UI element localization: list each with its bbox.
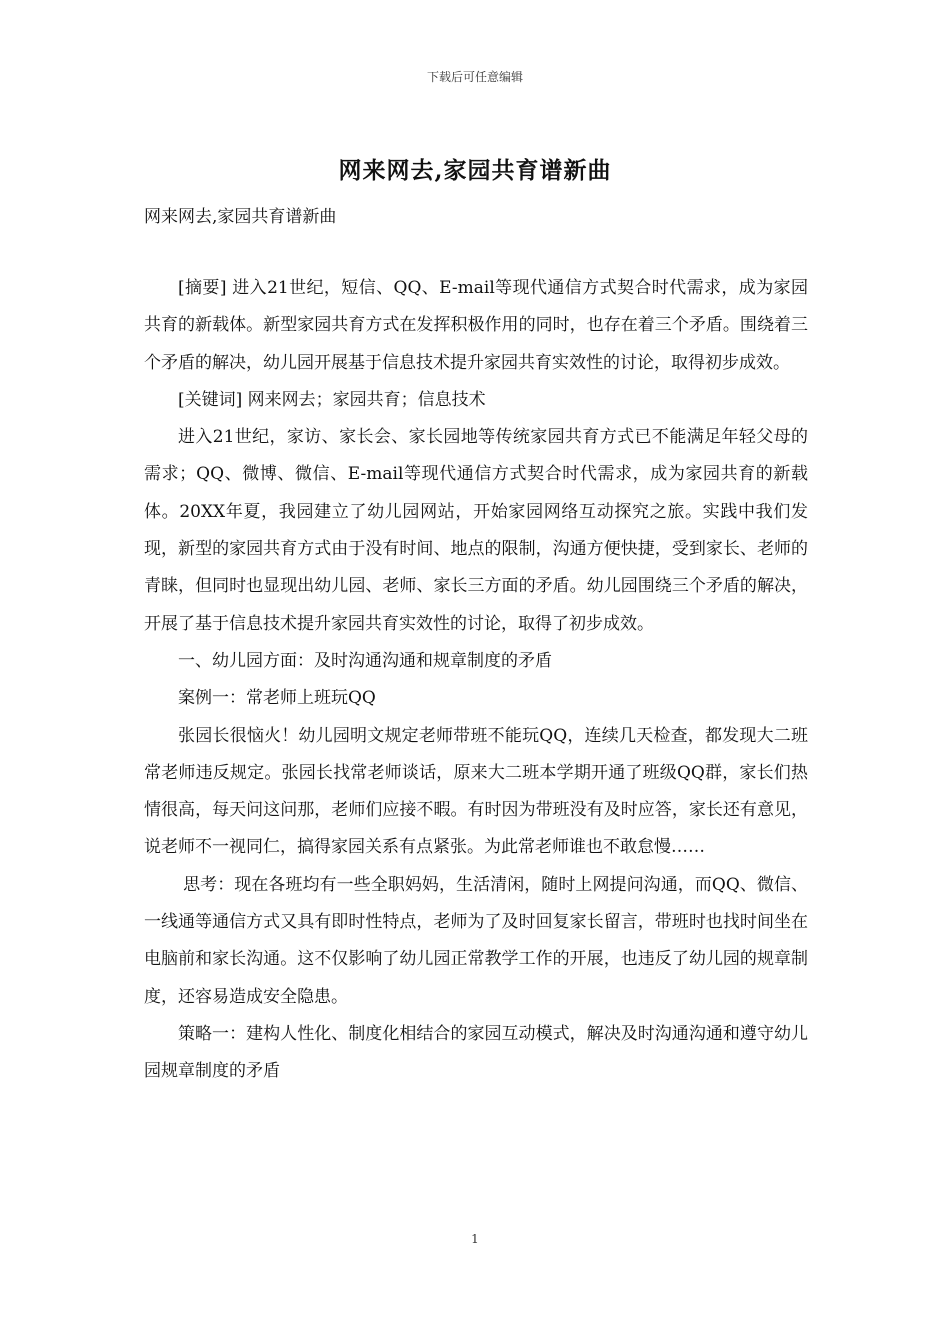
page-header: 下载后可任意编辑 [426,70,523,84]
document-body [144,270,808,1091]
document-subtitle: 网来网去,家园共育谱新曲 [144,207,337,227]
keywords-paragraph: [关键词] 网来网去；家园共育；信息技术 [178,389,486,410]
section-heading: 一、幼儿园方面：及时沟通沟通和规章制度的矛盾 [178,650,552,671]
intro-paragraph: 进入21世纪，家访、家长会、家长园地等传统家园共育方式已不能满足年轻父母的需求；QQ、微博、微信、E-mail等现代通信方式契合时代需求，成为家园共育的新载体。20XX年夏，我园建立了幼儿园网站，开始家园网络互动探究之旅。实践中我们发现，新型的家园共育方式由于没有时间、地点的限制，沟通方便快捷，受到家长、老师的青睐，但同时也显现出幼儿园、老师、家长三方面的矛盾。幼儿园围绕三个矛盾的解决，开展了基于信息技术提升家园共育实效性的讨论，取得了初步成效。 [144,427,808,634]
document-title: 网来网去,家园共育谱新曲 [338,157,612,184]
case-paragraph: 张园长很恼火！幼儿园明文规定老师带班不能玩QQ，连续几天检查，都发现大二班常老师违反规定。张园长找常老师谈话，原来大二班本学期开通了班级QQ群，家长们热情很高，每天问这问那，老师们应接不暇。有时因为带班没有及时应答，家长还有意见，说老师不一视同仁，搞得家园关系有点紧张。为此常老师谁也不敢怠慢…… [144,725,808,858]
reflection-paragraph: 思考：现在各班均有一些全职妈妈，生活清闲，随时上网提问沟通，而QQ、微信、一线通等通信方式又具有即时性特点，老师为了及时回复家长留言，带班时也找时间坐在电脑前和家长沟通。这不仅影响了幼儿园正常教学工作的开展，也违反了幼儿园的规章制度，还容易造成安全隐患。 [144,874,808,1007]
case-heading: 案例一：常老师上班玩QQ [178,688,376,709]
strategy-paragraph: 策略一：建构人性化、制度化相结合的家园互动模式，解决及时沟通沟通和遵守幼儿园规章制度的矛盾 [144,1023,808,1082]
page-number: 1 [471,1232,479,1246]
abstract-paragraph: [摘要] 进入21世纪，短信、QQ、E-mail等现代通信方式契合时代需求，成为家园共育的新载体。新型家园共育方式在发挥积极作用的同时，也存在着三个矛盾。围绕着三个矛盾的解决，幼儿园开展基于信息技术提升家园共育实效性的讨论，取得初步成效。 [144,278,808,373]
